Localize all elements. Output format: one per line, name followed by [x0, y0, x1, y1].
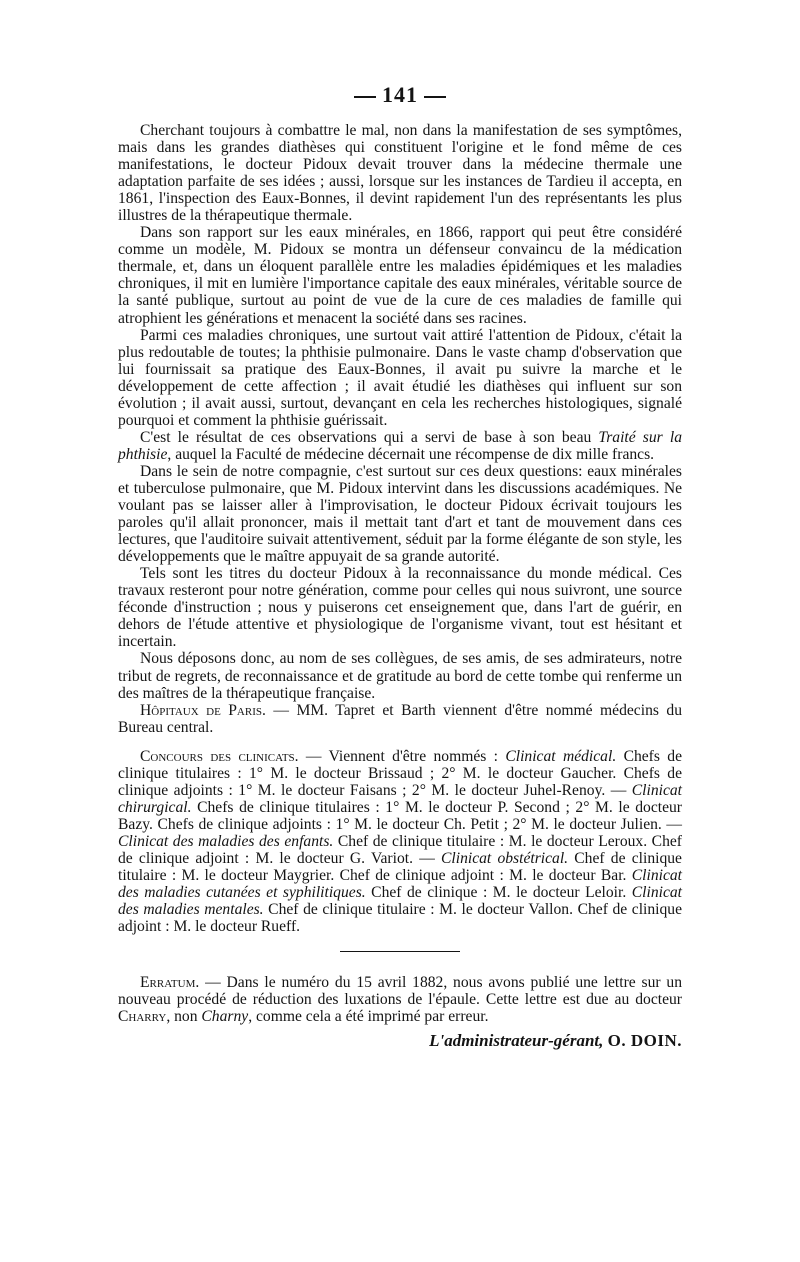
- paragraph: Dans le sein de notre compagnie, c'est surtout sur ces deux questions: eaux minérales et tuberculose pulmonaire, que M. Pidoux intervint dans les discussions académiques. Ne voulant pas se laisser aller à l'improvisation, le docteur Pidoux écrivait toujours les paroles qu'il allait prononcer, mais il mettait tant d'art et tant de mouvement dans ces lectures, que l'auditoire suivait attentivement, séduit par la forme élégante de son style, les développements que le maître appuyait de sa grande autorité.: [118, 462, 682, 566]
- erratum: Erratum. — Dans le numéro du 15 avril 1882, nous avons publié une lettre sur un nouveau procédé de réduction des luxations de l'épaule. Cette lettre est due au docteur Charry, non Charny, comme cela a été imprimé par erreur.: [118, 974, 682, 1026]
- paragraph: C'est le résultat de ces observations qui a servi de base à son beau Traité sur la phthisie, auquel la Faculté de médecine décernait une récompense de dix mille francs.: [118, 428, 682, 463]
- divider: [340, 951, 460, 952]
- news-concours: Concours des clinicats. — Viennent d'être nommés : Clinicat médical. Chefs de clinique titulaires : 1° M. le docteur Brissaud ; 2° M. le docteur Gaucher. Chefs de clinique adjoints : 1° M. le docteur Faisans ; 2° M. le docteur Juhel-Renoy. — Clinicat chirurgical. Chefs de clinique titulaires : 1° M. le docteur P. Second ; 2° M. le docteur Bazy. Chefs de clinique adjoints : 1° M. le docteur Ch. Petit ; 2° M. le docteur Julien. — Clinicat des maladies des enfants. Chef de clinique titulaire : M. le docteur Leroux. Chef de clinique adjoint : M. le docteur G. Variot. — Clinicat obstétrical. Chef de clinique titulaire : M. le docteur Maygrier. Chef de clinique adjoint : M. le docteur Bar. Clinicat des maladies cutanées et syphilitiques. Chef de clinique : M. le docteur Leloir. Clinicat des maladies mentales. Chef de clinique titulaire : M. le docteur Vallon. Chef de clinique adjoint : M. le docteur Rueff.: [118, 747, 683, 936]
- paragraph: Cherchant toujours à combattre le mal, non dans la manifestation de ses symptômes, mais dans les grandes diathèses qui constituent l'origine et le fond même de ces manifestations, le docteur Pidoux devait trouver dans la médecine thermale une adaptation parfaite de ses idées ; aussi, lorsque sur les instances de Tardieu il accepta, en 1861, l'inspection des Eaux-Bonnes, il devint rapidement l'un des représentants les plus illustres de la thérapeutique thermale.: [118, 122, 682, 225]
- book-title: Traité sur la phthisie: [118, 428, 682, 463]
- paragraph: Dans son rapport sur les eaux minérales, en 1866, rapport qui peut être considéré comme un modèle, M. Pidoux se montra un défenseur convaincu de la médication thermale, et, dans un éloquent parallèle entre les maladies épidémiques et les maladies chroniques, il mit en lumière l'importance capitale des eaux minérales, véritable source de la santé publique, surtout au point de vue de la cure de ces maladies de famille qui atrophient les générations et menacent la société dans ses racines.: [118, 224, 682, 327]
- paragraph: Parmi ces maladies chroniques, une surtout vait attiré l'attention de Pidoux, c'était la plus redoutable de toutes; la phthisie pulmonaire. Dans le vaste champ d'observation que lui fournissait sa pratique des Eaux-Bonnes, il avait pu suivre la marche et le développement de cette affection ; il avait étudié les diathèses qui influent sur son évolution ; il avait aussi, surtout, devançant en cela les recherches histologiques, signalé pourquoi et comment la phthisie guérissait.: [118, 326, 682, 429]
- paragraph: Nous déposons donc, au nom de ses collègues, de ses amis, de ses admirateurs, notre tribut de regrets, de reconnaissance et de gratitude au bord de cette tombe qui renferme un des maîtres de la thérapeutique française.: [118, 650, 682, 702]
- signature: L'administrateur-gérant, O. DOIN.: [429, 1031, 682, 1051]
- section-heading: Erratum.: [140, 974, 200, 992]
- news-hopitaux: Hôpitaux de Paris. — MM. Tapret et Barth viennent d'être nommé médecins du Bureau central.: [118, 701, 682, 736]
- section-heading: Hôpitaux de Paris.: [140, 701, 266, 719]
- paragraph: Tels sont les titres du docteur Pidoux à la reconnaissance du monde médical. Ces travaux resteront pour notre génération, comme pour celles qui nous suivront, une source féconde d'instruction ; nous y puiserons cet enseignement que, dans l'art de guérir, en dehors de l'étude attentive et physiologique de l'organisme vivant, tout est hésitant et incertain.: [118, 565, 682, 651]
- page-number: 141: [118, 82, 682, 108]
- section-heading: Concours des clinicats.: [140, 747, 299, 765]
